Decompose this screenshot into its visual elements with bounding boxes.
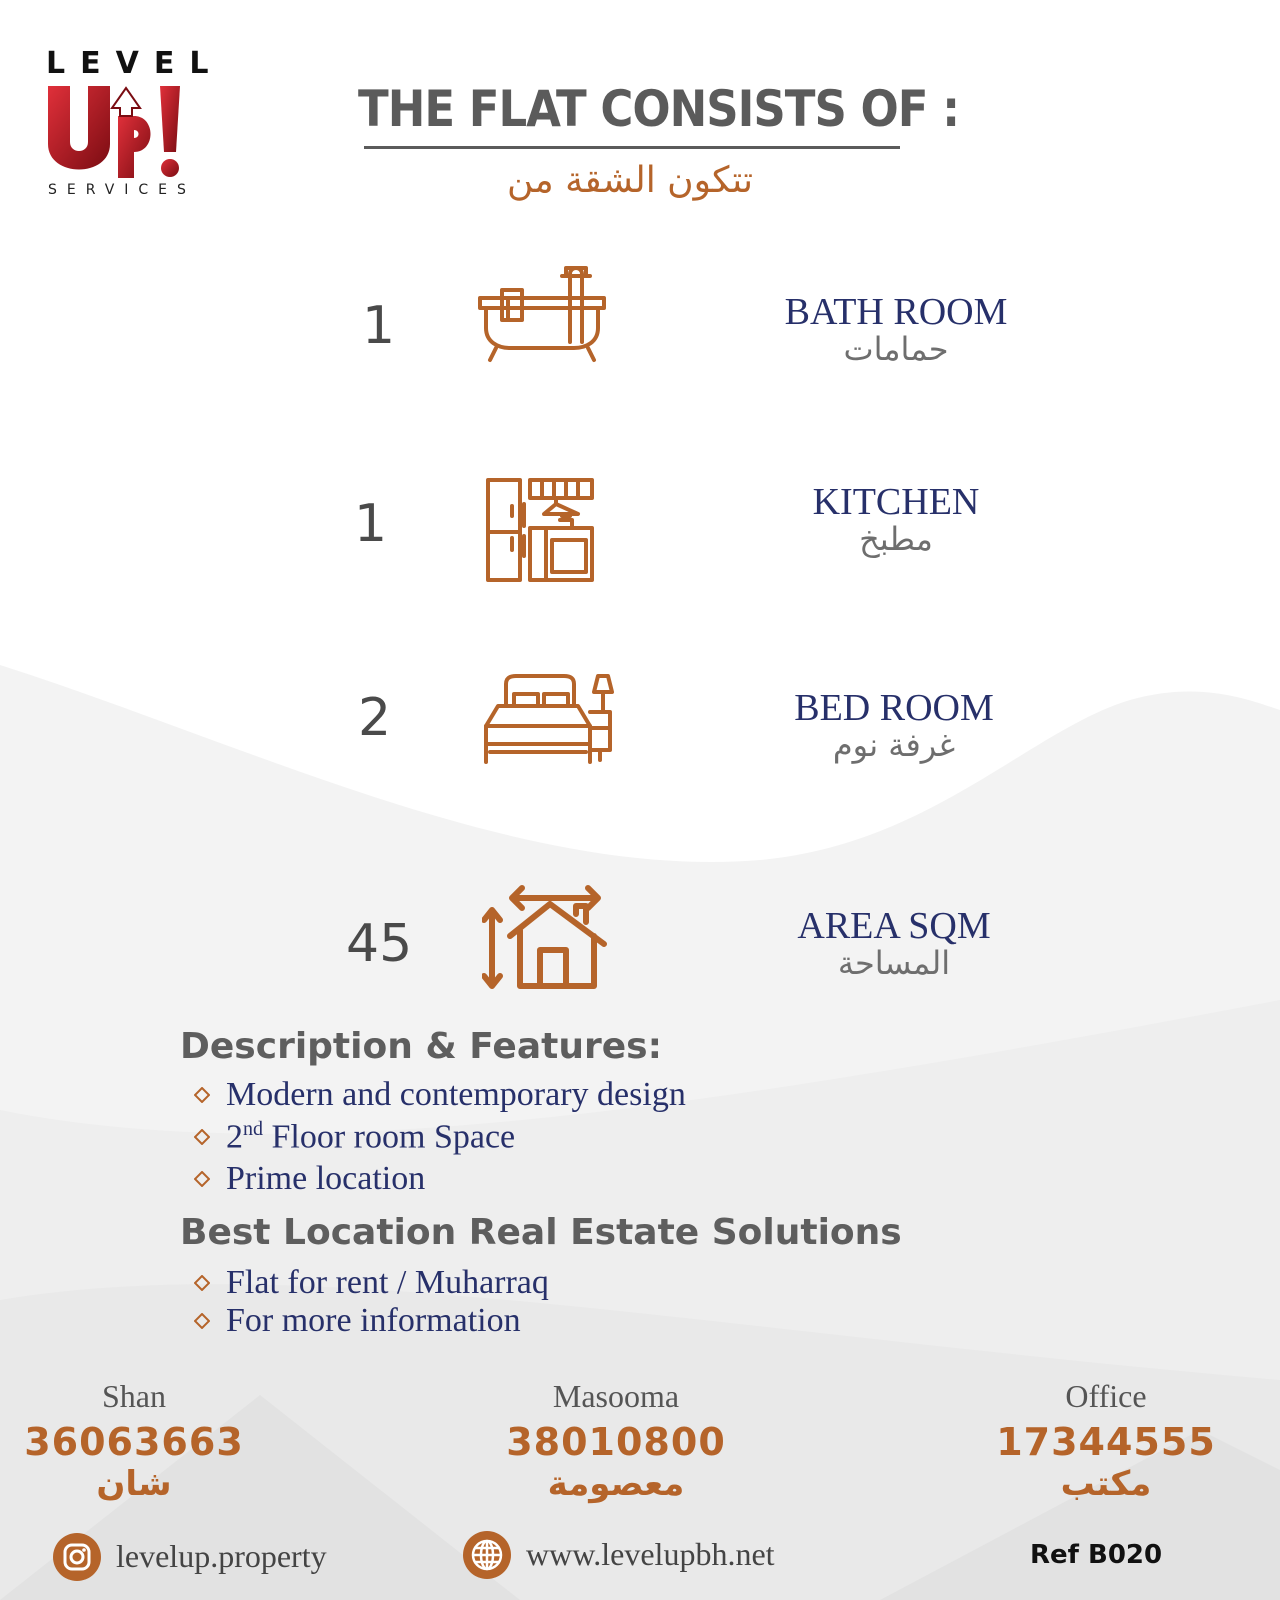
globe-icon[interactable] [462,1530,512,1580]
bed-icon [484,672,616,764]
feature-text: 2nd Floor room Space [226,1118,516,1156]
contact-name-office: Office [1065,1378,1147,1414]
list-item [194,1076,686,1114]
bathroom-label-ar: حمامات [843,330,949,368]
logo-level-text: LEVEL [46,46,224,81]
contact-name-masooma: Masooma [552,1378,680,1414]
title-underline [364,146,900,149]
area-count: 45 [346,914,413,974]
kitchen-label: KITCHEN [812,481,980,523]
list-item [194,1264,549,1302]
contact-phone-masooma[interactable]: 38010800 [506,1420,726,1464]
feature-text: Prime location [226,1160,426,1197]
bullet-diamond-icon [194,1129,210,1145]
contact-name-ar-office: مكتب [1060,1464,1152,1504]
logo-services-text: SERVICES [48,182,196,198]
reference-code: Ref B020 [1030,1540,1163,1570]
bullet-diamond-icon [194,1313,210,1329]
location-text: Flat for rent / Muharraq [226,1264,549,1301]
contact-name-ar-masooma: معصومة [547,1464,685,1504]
bedroom-label: BED ROOM [794,687,994,729]
location-heading: Best Location Real Estate Solutions [180,1212,902,1253]
area-label-ar: المساحة [837,944,951,982]
bathtub-icon [478,262,608,366]
list-item [194,1302,521,1340]
house-area-icon [482,880,608,992]
website-link[interactable]: www.levelupbh.net [526,1536,775,1572]
bathroom-label: BATH ROOM [784,291,1008,333]
instagram-icon[interactable] [52,1532,102,1582]
kitchen-icon [486,476,596,584]
contact-phone-office[interactable]: 17344555 [996,1420,1216,1464]
contact-phone-shan[interactable]: 36063663 [24,1420,244,1464]
feature-text: Modern and contemporary design [226,1076,686,1113]
area-label: AREA SQM [797,905,991,947]
bedroom-count: 2 [358,688,392,748]
page-subtitle-ar: تتكون الشقة من [507,160,753,201]
bullet-diamond-icon [194,1087,210,1103]
bullet-diamond-icon [194,1171,210,1187]
instagram-handle[interactable]: levelup.property [116,1538,327,1574]
list-item [194,1118,515,1156]
contact-name-ar-shan: شان [96,1464,172,1504]
bathroom-count: 1 [362,296,396,356]
page-title: THE FLAT CONSISTS OF : [358,80,960,138]
bullet-diamond-icon [194,1275,210,1291]
list-item [194,1160,425,1198]
bedroom-label-ar: غرفة نوم [832,726,956,764]
kitchen-count: 1 [354,494,388,554]
description-heading: Description & Features: [180,1026,662,1067]
logo-up-mark [44,82,194,182]
location-text: For more information [226,1302,521,1339]
contact-name-shan: Shan [102,1378,166,1414]
kitchen-label-ar: مطبخ [859,520,933,558]
